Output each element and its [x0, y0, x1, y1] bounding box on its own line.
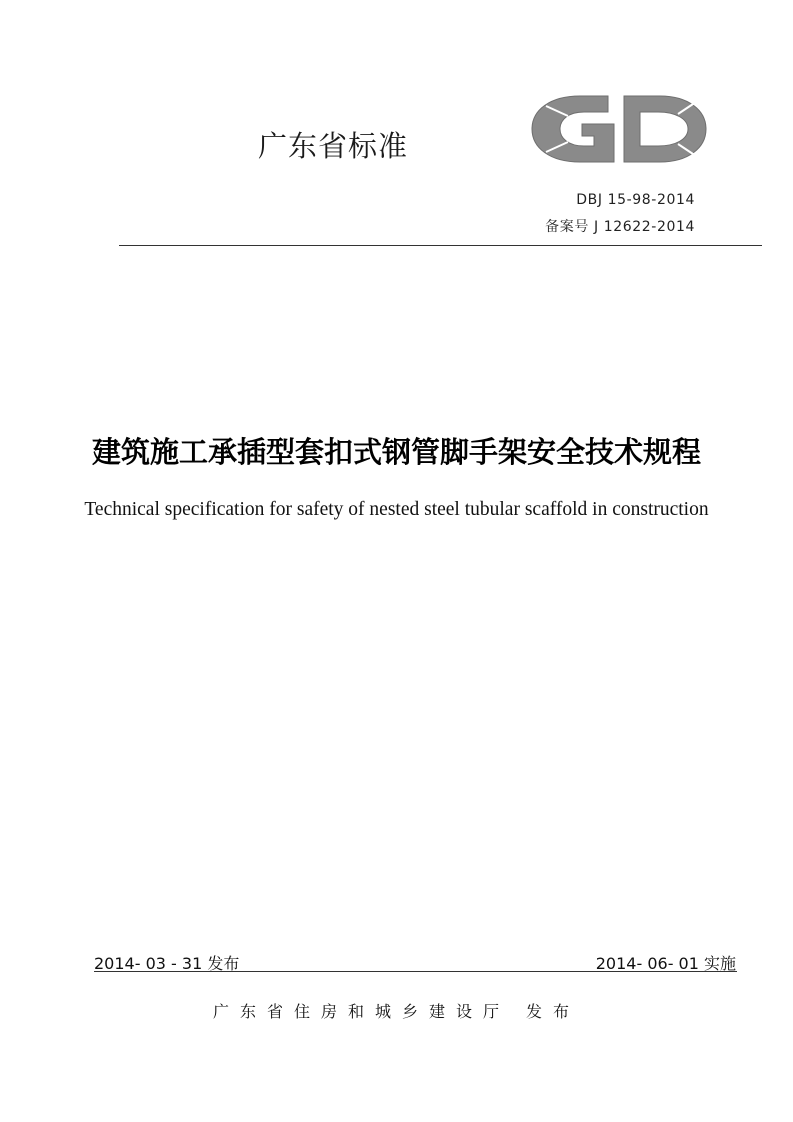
implementation-date: 2014- 06- 01 实施 [595, 954, 736, 973]
header-divider [119, 245, 762, 246]
gd-logo-icon [528, 86, 710, 172]
document-title-english: Technical specification for safety of nested steel tubular scaffold in construction [84, 499, 709, 520]
filing-number: 备案号 J 12622-2014 [545, 219, 695, 235]
standard-number: DBJ 15-98-2014 [576, 192, 695, 208]
issuing-authority: 广东省住房和城乡建设厅 发布 [212, 1002, 581, 1021]
issue-date: 2014- 03 - 31 发布 [94, 954, 240, 973]
standard-type-heading: 广东省标准 [258, 129, 409, 163]
footer-divider [94, 971, 737, 972]
document-title-chinese: 建筑施工承插型套扣式钢管脚手架安全技术规程 [91, 435, 701, 469]
